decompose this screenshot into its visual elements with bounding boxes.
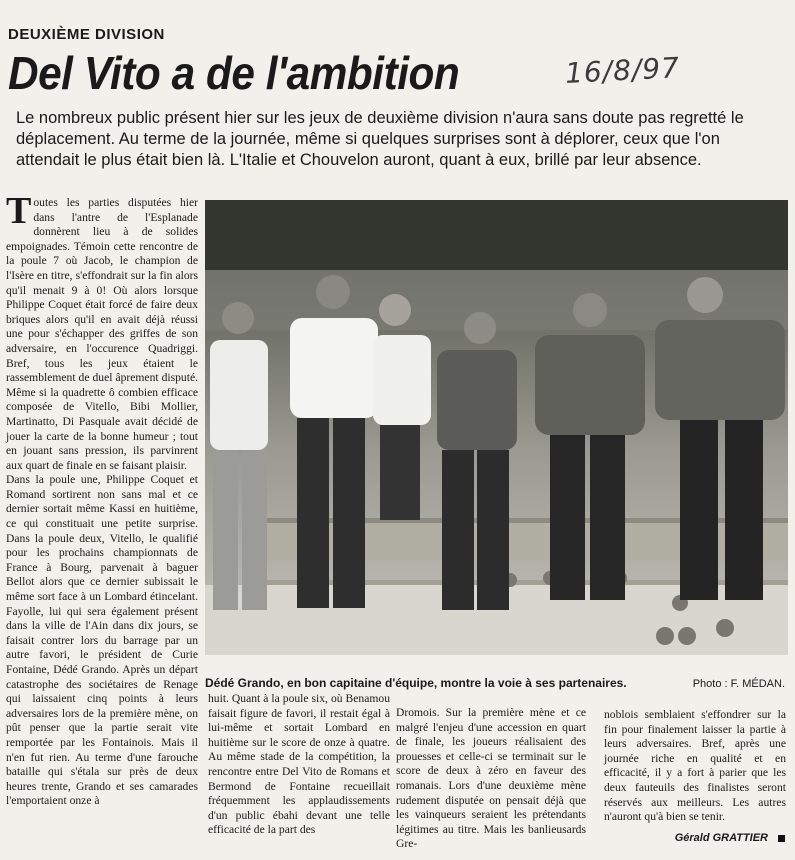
photo-illustration <box>205 200 788 655</box>
article-headline: Del Vito a de l'ambition <box>8 47 460 99</box>
article-photo <box>205 200 788 655</box>
paragraph: Toutes les parties disputées hier dans l'antre de l'Esplanade donnèrent lieu à de solides empoignades. Témoin cette rencontre de la poule 7 où Jacob, le champion de l'Isère en titre, s'effondrait sur la fin alors qu'il menait 9 à 0! Où alors lorsque Philippe Coquet était forcé de faire deux briques alors qu'il en avait déjà réussi une pour s'échapper des griffes de son adversaire, en l'occurence Quadriggi. Bref, tous les jeux étaient le rassemblement de duel âprement disputé. Même si la quadrette ô combien efficace composée de Vitello, Bibi Mollier, Martinatto, Di Pasquale avait décidé de jouer la carte de la bonne humeur ; tout en jouant sans pression, ils parvinrent aux quart de finale en se faisant plaisir. <box>6 190 198 472</box>
handwritten-date: 16/8/97 <box>564 51 681 90</box>
column-bottom-3 <box>604 708 786 825</box>
column-bottom-2 <box>396 706 586 852</box>
photo-credit: Photo : F. MÉDAN. <box>692 678 785 690</box>
caption-text: Dédé Grando, en bon capitaine d'équipe, montre la voie à ses partenaires. <box>205 676 627 690</box>
author-name: Gérald GRATTIER <box>674 832 768 844</box>
column-left <box>6 190 198 809</box>
column-bottom-1 <box>208 692 390 838</box>
section-rubric: DEUXIÈME DIVISION <box>8 26 165 43</box>
paragraph: Dans la poule une, Philippe Coquet et Romand sortirent non sans mal et ce dernier sortait même Kassi en huitième, ce qui constituait une petite surprise. Dans la poule deux, Vitello, le qualifié pour les prochains championnats de France à Bourg, parvenait à baguer Bellot alors que ce dernier subissait le même sort face à un Lombard étincelant. Fayolle, lui qui sera également présent dans la ville de l'Ain dans dix jours, se faisait contrer lors du barrage par un autre favori, le président de Curie Fontaine, Dédé Grando. Après un départ catastrophe des sociétaires de Renage qui laissaient cinq points à leurs adversaires lors de la première mène, on pût penser que la partie serait vite remportée par les Fontainois. Mais il n'en fut rien. Au terme d'une farouche bataille qui s'étala sur près de deux heures trente, Grando et ses camarades l'emportaient onze à <box>6 473 198 808</box>
article-lead: Le nombreux public présent hier sur les jeux de deuxième division n'aura sans doute pas regretté le déplacement. Au terme de la journée, même si quelques surprises sont à déplorer, ceux que l'on attendait le plus était bien là. L'Italie et Chouvelon auront, quant à eux, brillé par leur absence. <box>16 109 744 169</box>
end-square-icon <box>778 835 785 842</box>
paragraph: huit. Quant à la poule six, où Benamou faisait figure de favori, il restait égal à lui-même et sortait Lombard en huitième sur le score de onze à quatre. Au même stade de la compétition, la rencontre entre Del Vito de Romans et Bermond de Fontaine recueillait fréquemment les applaudissements d'un public ébahi devant une telle efficacité de la part des <box>208 692 390 837</box>
photo-caption <box>205 676 785 690</box>
paragraph: Dromois. Sur la première mène et ce malgré l'enjeu d'une accession en quart de finale, les joueurs réalisaient des prouesses et celle-ci se terminait sur le score de deux à zéro en faveur des romanais. Lors d'une deuxième mène rudement disputée on pensait déjà que les vainqueurs seraient les prétendants légitimes au titre. Mais les banlieusards Gre- <box>396 706 586 851</box>
paragraph: noblois semblaient s'effondrer sur la fin pour finalement laisser la partie à leurs adversaires. Bref, après une journée riche en qualité et en efficacité, il y a fort à parier que les deux fauteuils des finalistes seront réservés aux meilleurs. Les autres n'auront qu'à bien se tenir. <box>604 708 786 824</box>
byline <box>675 832 785 844</box>
